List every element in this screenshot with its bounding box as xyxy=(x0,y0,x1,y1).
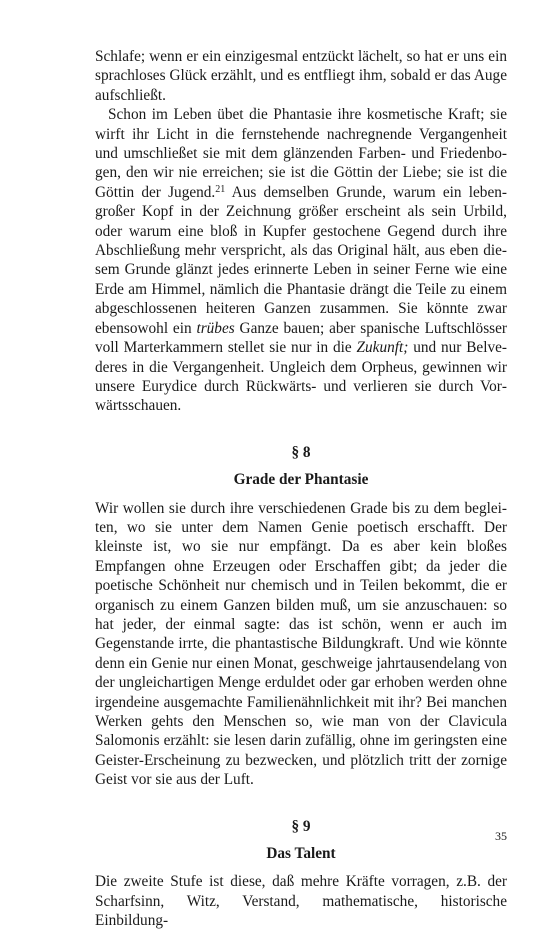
paragraph-text: Ganze bauen; aber spanische Luftschlösser voll Marterkammern stellet sie nur in die xyxy=(95,319,507,357)
footnote-reference[interactable]: 21 xyxy=(215,183,226,195)
page-body xyxy=(95,47,507,931)
paragraph-text: Aus demselben Grunde, warum ein lebengroßer Kopf in der Zeichnung größer erscheint als sein Urbild, oder warum eine bloß in Kupfer gestochene Gegend durch ihre Abschließung mehr verspricht, als das Original hält, aus eben diesem Grunde glänzt jedes erinnerte Leben in seiner Ferne wie eine Erde am Himmel, nämlich die Phantasie drängt die Teile zu einem abgeschlossenen heiteren Ganzen zusammen. Sie könnte zwar ebensowohl ein xyxy=(95,183,508,337)
section-paragraph: Wir wollen sie durch ihre verschiedenen Grade bis zu dem begleiten, wo sie unter dem Namen Genie poetisch erschafft. Der kleinste ist, wo sie nur empfängt. Da es aber kein bloßes Empfangen ohne Erzeugen oder Erschaffen gibt; da jeder die poetische Schönheit nur chemisch und in Teilen bekommt, die er organisch zu einem Ganzen bilden muß, um sie anzuschauen: so hat jeder, der einmal sagte: das ist schön, wenn er auch im Gegenstande irrte, die phantastische Bildungkraft. Und wie könnte denn ein Genie nur einen Monat, geschweige jahrtausendelang von der ungleichartigen Menge erduldet oder gar erhoben werden ohne irgendeine ausgemachte Familienähnlichkeit mit ihr? Bei manchen Werken gehts den Menschen so, wie man von der Clavicula Salomonis erzählt: sie lesen darin zufällig, ohne im geringsten eine Geister-Erscheinung zu bezwecken, und plötzlich tritt der zornige Geist vor sie aus der Luft. xyxy=(95,499,507,789)
paragraph-continuation: Schlafe; wenn er ein einzigesmal entzückt lächelt, so hat er uns ein sprachloses Glück erzählt, und es entfliegt ihm, sobald er das Auge aufschließt. xyxy=(95,48,507,104)
section-number: § 8 xyxy=(291,443,311,461)
paragraph-phantasie-kosmetisch xyxy=(95,105,507,416)
emphasis-text: Zukunft; xyxy=(356,339,409,357)
paragraph-text: Schon im Leben übet die Phantasie ihre kosmetische Kraft; sie wirft ihr Licht in die fernstehende nachregnende Vergangenheit und umschließet sie mit dem glänzenden Farben- und Friedenbogen, den wir nie erreichen; sie ist die Göttin der Liebe; sie ist die Göttin der Jugend. xyxy=(95,106,507,201)
emphasis-text: trübes xyxy=(196,319,235,337)
section-title: Das Talent xyxy=(266,845,336,863)
section-paragraph: Die zweite Stufe ist diese, daß mehre Kräfte vorragen, z.B. der Scharfsinn, Witz, Verstand, mathematische, historische Einbildung- xyxy=(95,873,507,930)
page-number: 35 xyxy=(495,829,507,843)
section-title: Grade der Phantasie xyxy=(233,471,369,489)
paragraph-text: und nur Belvederes in die Vergangenheit. Ungleich dem Orpheus, gewinnen wir unsere Eurydice durch Rückwärts- und verlieren sie durch Vorwärtsschauen. xyxy=(95,339,508,415)
section-number: § 9 xyxy=(291,817,311,835)
